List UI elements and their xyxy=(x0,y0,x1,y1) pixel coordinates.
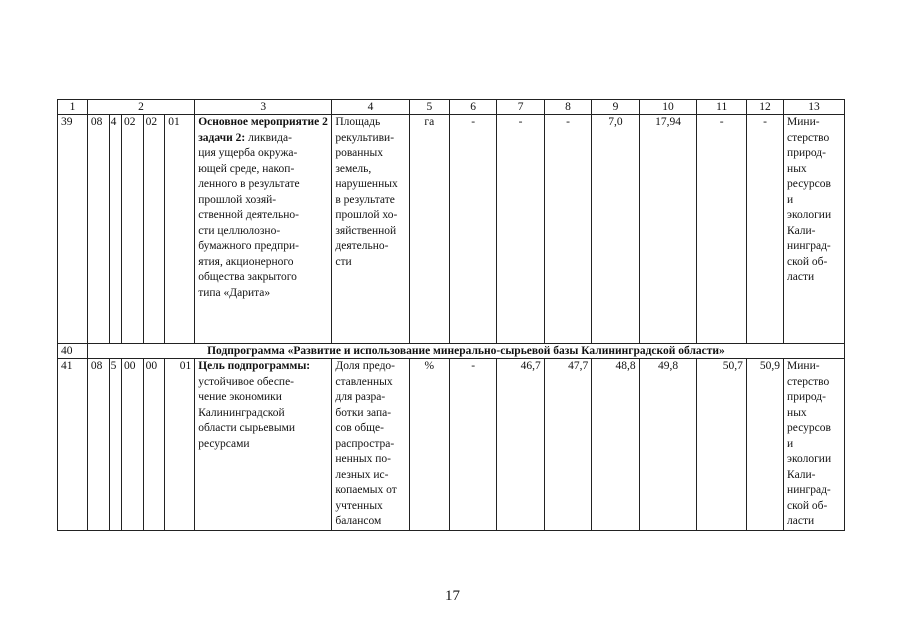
row-number: 39 xyxy=(58,115,88,344)
row-number: 41 xyxy=(58,359,88,531)
value-12: - xyxy=(746,115,783,344)
value-10: 49,8 xyxy=(639,359,697,531)
unit: % xyxy=(409,359,449,531)
col-header-3: 3 xyxy=(195,100,332,115)
value-6: - xyxy=(449,115,496,344)
activity-name xyxy=(195,115,332,344)
responsible-executor: Мини- стерство природ- ных ресурсов и экологии Кали- нинград- ской об- ласти xyxy=(784,115,845,344)
value-6: - xyxy=(449,359,496,531)
col-header-10: 10 xyxy=(639,100,697,115)
value-11: 50,7 xyxy=(697,359,747,531)
code-activity: 02 xyxy=(143,115,165,344)
goal-title: Цель подпрограммы: xyxy=(198,360,311,372)
page-number: 17 xyxy=(445,588,460,604)
col-header-8: 8 xyxy=(544,100,591,115)
indicator-name: Площадь рекультиви- рованных земель, нарушенных в результате прошлой хо- зяйственной деятельно- сти xyxy=(332,115,409,344)
value-12: 50,9 xyxy=(746,359,783,531)
code-indicator: 01 xyxy=(165,115,195,344)
value-7: - xyxy=(497,115,544,344)
value-11: - xyxy=(697,115,747,344)
code-subprogram: 4 xyxy=(109,115,121,344)
code-activity: 00 xyxy=(143,359,165,531)
col-header-5: 5 xyxy=(409,100,449,115)
indicator-name: Доля предо- ставленных для разра- ботки запа- сов обще- распростра- ненных по- лезных ис- копаемых от учтенных балансом xyxy=(332,359,409,531)
code-subprogram: 5 xyxy=(109,359,121,531)
code-program: 08 xyxy=(87,115,109,344)
col-header-4: 4 xyxy=(332,100,409,115)
col-header-13: 13 xyxy=(784,100,845,115)
activity-description: ликвида- ция ущерба окружа- ющей среде, накоп- ленного в результате прошлой хозяй- ственной деятельно- сти целлюлозно- бумажного предпри- ятия, акционерного общества закрытого типа «Дарита» xyxy=(198,131,300,299)
goal-description: устойчивое обеспе- чение экономики Калининградской области сырьевыми ресурсами xyxy=(198,375,296,450)
unit: га xyxy=(409,115,449,344)
table-row xyxy=(58,359,845,531)
row-number: 40 xyxy=(58,344,88,359)
subprogram-title: Подпрограмма «Развитие и использование минерально-сырьевой базы Калининградской области» xyxy=(87,344,844,359)
code-program: 08 xyxy=(87,359,109,531)
value-7: 46,7 xyxy=(497,359,544,531)
table-row xyxy=(58,115,845,344)
column-number-row xyxy=(58,100,845,115)
col-header-6: 6 xyxy=(449,100,496,115)
value-9: 48,8 xyxy=(592,359,639,531)
code-task: 00 xyxy=(121,359,143,531)
col-header-9: 9 xyxy=(592,100,639,115)
subprogram-row xyxy=(58,344,845,359)
col-header-12: 12 xyxy=(746,100,783,115)
col-header-1: 1 xyxy=(58,100,88,115)
col-header-7: 7 xyxy=(497,100,544,115)
value-8: - xyxy=(544,115,591,344)
value-10: 17,94 xyxy=(639,115,697,344)
col-header-11: 11 xyxy=(697,100,747,115)
value-8: 47,7 xyxy=(544,359,591,531)
col-header-2: 2 xyxy=(87,100,194,115)
responsible-executor: Мини- стерство природ- ных ресурсов и экологии Кали- нинград- ской об- ласти xyxy=(784,359,845,531)
program-table xyxy=(57,99,845,531)
value-9: 7,0 xyxy=(592,115,639,344)
activity-title: Основное мероприятие 2 задачи 2: xyxy=(198,116,328,144)
goal-name xyxy=(195,359,332,531)
code-task: 02 xyxy=(121,115,143,344)
code-indicator: 01 xyxy=(165,359,195,531)
